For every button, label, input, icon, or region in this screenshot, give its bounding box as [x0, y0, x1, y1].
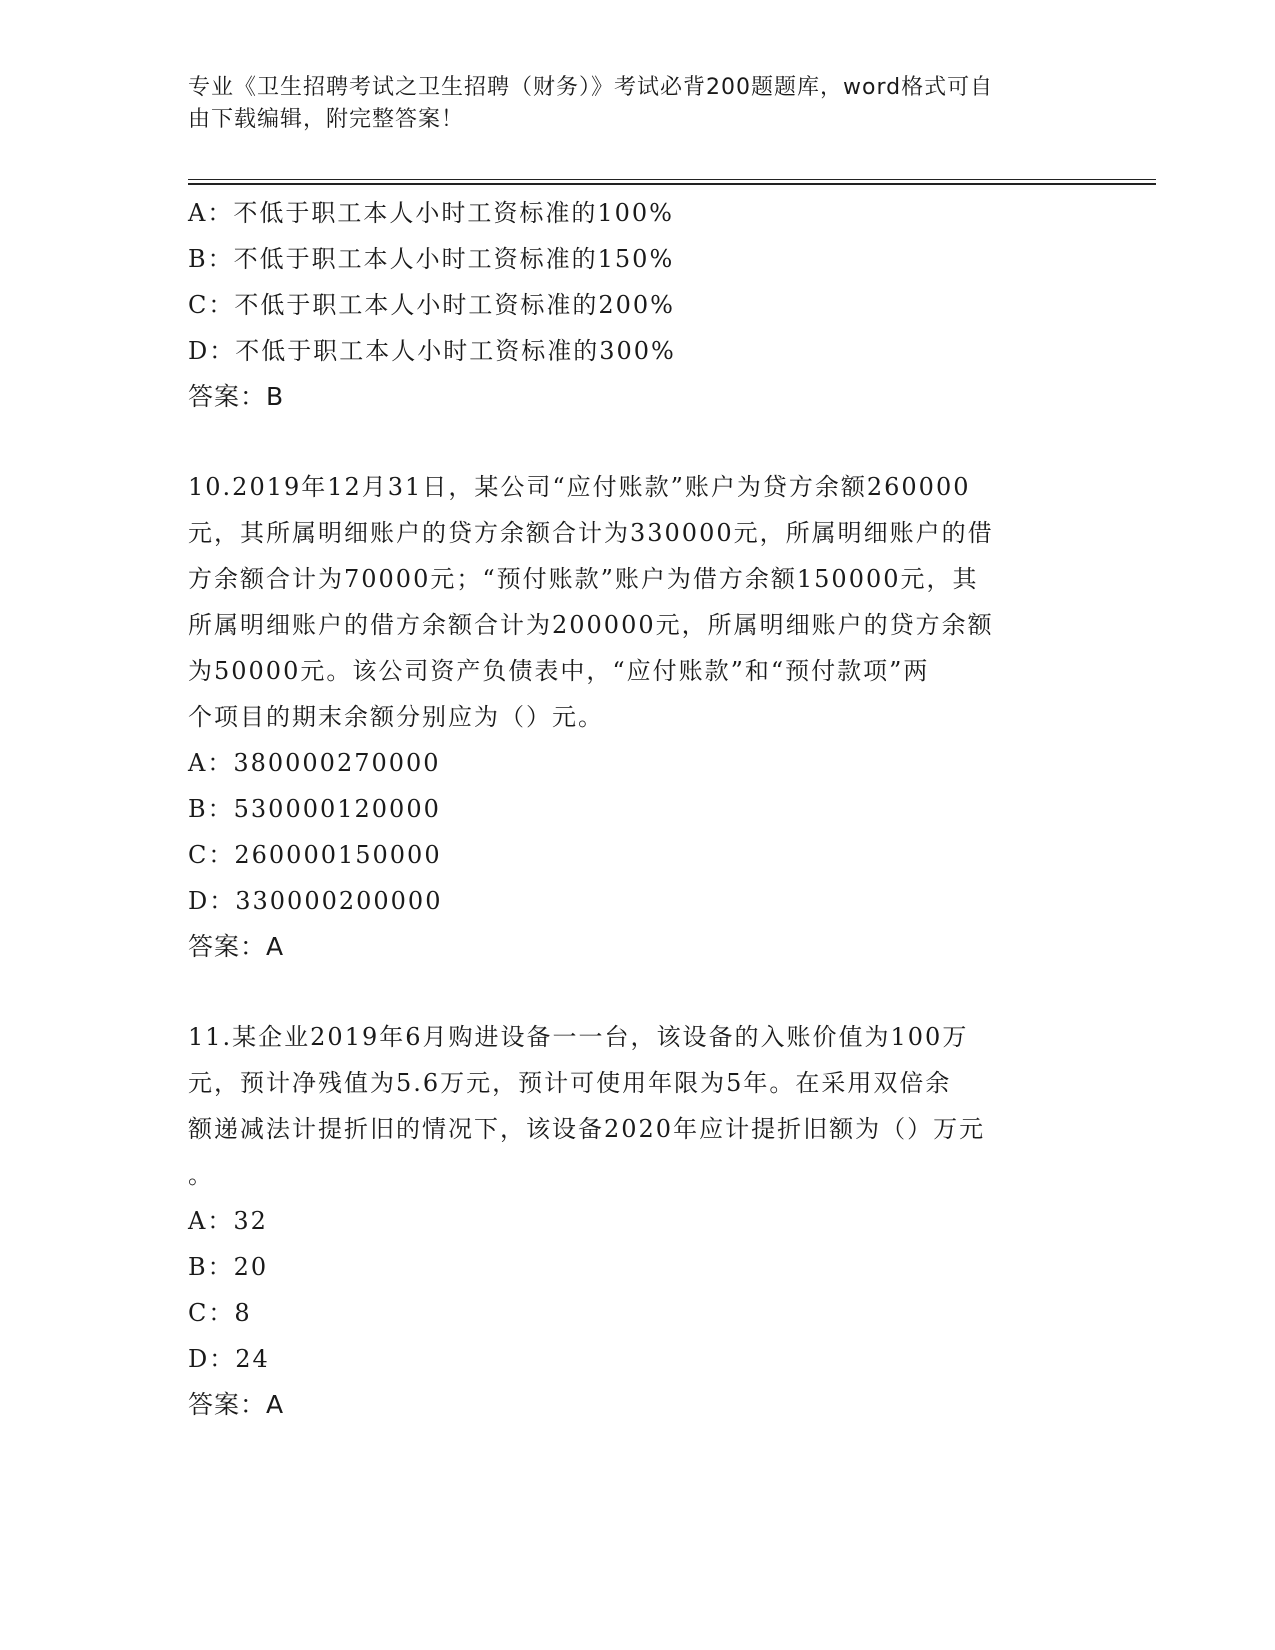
option-d: D：不低于职工本人小时工资标准的300%: [188, 337, 676, 365]
stem-line: 元，预计净残值为5.6万元，预计可使用年限为5年。在采用双倍余: [188, 1069, 952, 1097]
header-divider-thick: [188, 183, 1156, 185]
stem-line: 方余额合计为70000元；“预付账款”账户为借方余额150000元，其: [188, 565, 979, 593]
header-line-2: 由下载编辑，附完整答案！: [188, 107, 465, 132]
stem-line: 个项目的期末余额分别应为（）元。: [188, 703, 604, 731]
option-c: C：260000150000: [188, 841, 442, 869]
header-divider-thin: [188, 179, 1156, 180]
question-stem: [188, 464, 1078, 740]
option-c: C：不低于职工本人小时工资标准的200%: [188, 291, 675, 319]
option-d: D：330000200000: [188, 887, 443, 915]
option-b: B：20: [188, 1253, 269, 1281]
question-10: [188, 464, 1078, 970]
question-9: [188, 190, 1078, 420]
option-b: B：530000120000: [188, 795, 441, 823]
stem-line: 为50000元。该公司资产负债表中，“应付账款”和“预付款项”两: [188, 657, 930, 685]
option-a: A：32: [188, 1207, 268, 1235]
stem-line: 11.某企业2019年6月购进设备一一台，该设备的入账价值为100万: [188, 1023, 969, 1051]
option-a: A：380000270000: [188, 749, 441, 777]
option-c: C：8: [188, 1299, 252, 1327]
answer: 答案：B: [188, 382, 285, 411]
option-b: B：不低于职工本人小时工资标准的150%: [188, 245, 675, 273]
question-content: [188, 190, 1078, 1428]
answer: 答案：A: [188, 932, 285, 961]
spacer: [188, 420, 1078, 464]
stem-line: 10.2019年12月31日，某公司“应付账款”账户为贷方余额260000: [188, 473, 971, 501]
stem-line: 所属明细账户的借方余额合计为200000元，所属明细账户的贷方余额: [188, 611, 994, 639]
question-11: [188, 1014, 1078, 1428]
question-stem: [188, 1014, 1078, 1198]
answer: 答案：A: [188, 1390, 285, 1419]
document-header: [188, 72, 1068, 136]
option-a: A：不低于职工本人小时工资标准的100%: [188, 199, 674, 227]
stem-line: 额递减法计提折旧的情况下，该设备2020年应计提折旧额为（）万元: [188, 1115, 986, 1143]
stem-line: 元，其所属明细账户的贷方余额合计为330000元，所属明细账户的借: [188, 519, 994, 547]
spacer: [188, 970, 1078, 1014]
header-line-1: 专业《卫生招聘考试之卫生招聘（财务）》考试必背200题题库，word格式可自: [188, 75, 994, 100]
option-d: D：24: [188, 1345, 270, 1373]
stem-line: 。: [188, 1161, 214, 1189]
